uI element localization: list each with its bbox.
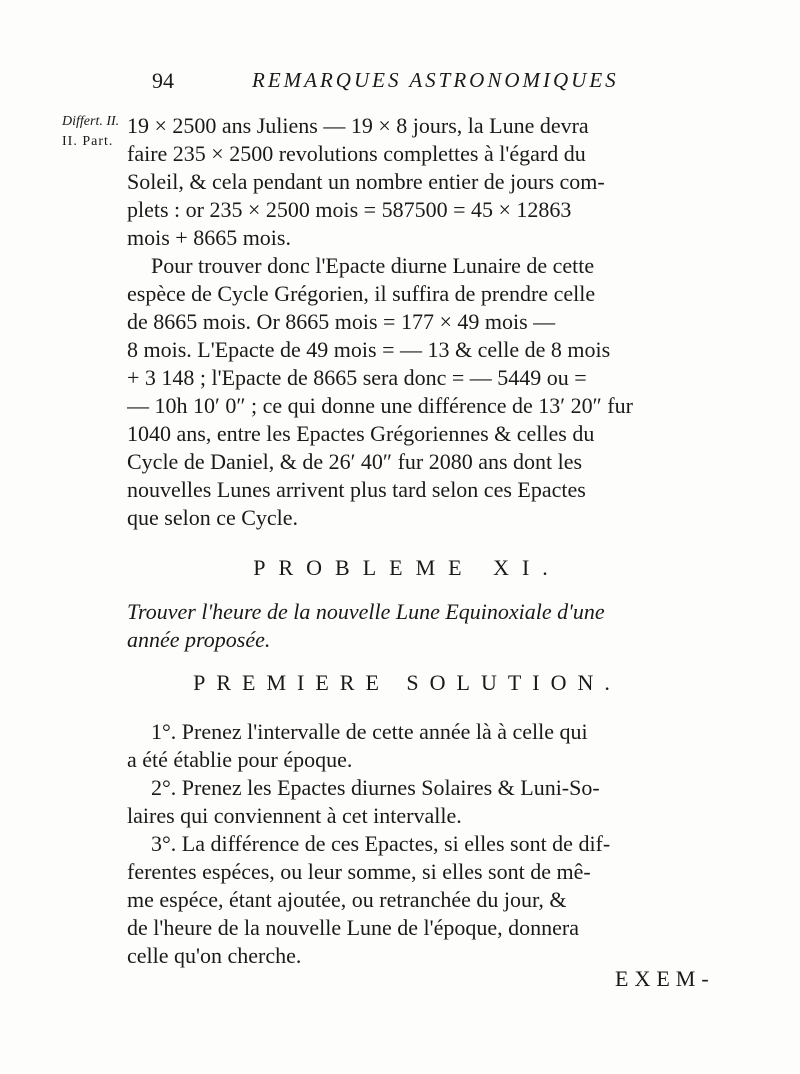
text-line: laires qui conviennent à cet intervalle. <box>127 803 462 828</box>
page-header <box>152 68 692 98</box>
text-line: espèce de Cycle Grégorien, il suffira de prendre celle <box>127 281 596 306</box>
text-line: 3°. La différence de ces Epactes, si elles sont de dif- <box>151 831 611 856</box>
catchword: EXEM- <box>615 966 715 991</box>
text-line: nouvelles Lunes arrivent plus tard selon ces Epactes <box>127 477 586 502</box>
solution-heading: PREMIERE SOLUTION. <box>193 670 621 695</box>
text-line: de l'heure de la nouvelle Lune de l'époque, donnera <box>127 915 580 940</box>
margin-note-line: Differt. II. <box>62 114 120 129</box>
text-line: Soleil, & cela pendant un nombre entier de jours com- <box>127 169 605 194</box>
text-line: Cycle de Daniel, & de 26′ 40″ fur 2080 ans dont les <box>127 449 583 474</box>
text-line: plets : or 235 × 2500 mois = 587500 = 45 × 12863 <box>127 197 572 222</box>
problem-heading: PROBLEME XI. <box>253 555 561 580</box>
margin-note <box>62 112 122 152</box>
text-line: faire 235 × 2500 revolutions complettes à l'égard du <box>127 141 586 166</box>
page-number: 94 <box>152 68 174 93</box>
text-line: + 3 148 ; l'Epacte de 8665 sera donc = — 5449 ou = <box>127 365 587 390</box>
text-line: ferentes espéces, ou leur somme, si elles sont de mê- <box>127 859 591 884</box>
text-line: mois + 8665 mois. <box>127 225 291 250</box>
running-head: REMARQUES ASTRONOMIQUES <box>252 68 619 92</box>
text-line: que selon ce Cycle. <box>127 505 299 530</box>
text-line: 2°. Prenez les Epactes diurnes Solaires & Luni-So- <box>151 775 600 800</box>
text-line: de 8665 mois. Or 8665 mois = 177 × 49 mois — <box>127 309 556 334</box>
problem-statement-line: Trouver l'heure de la nouvelle Lune Equinoxiale d'une <box>127 599 605 624</box>
text-line: celle qu'on cherche. <box>127 943 302 968</box>
problem-statement-line: année proposée. <box>127 627 271 652</box>
text-line: 1°. Prenez l'intervalle de cette année là à celle qui <box>151 719 588 744</box>
margin-note-line: II. Part. <box>62 134 114 149</box>
text-line: me espéce, étant ajoutée, ou retranchée du jour, & <box>127 887 567 912</box>
text-line: 1040 ans, entre les Epactes Grégoriennes & celles du <box>127 421 595 446</box>
text-line: a été établie pour époque. <box>127 747 353 772</box>
text-line: 19 × 2500 ans Juliens — 19 × 8 jours, la Lune devra <box>127 113 589 138</box>
text-line: Pour trouver donc l'Epacte diurne Lunaire de cette <box>151 253 595 278</box>
text-line: — 10h 10′ 0″ ; ce qui donne une différence de 13′ 20″ fur <box>127 393 633 418</box>
text-line: 8 mois. L'Epacte de 49 mois = — 13 & celle de 8 mois <box>127 337 611 362</box>
